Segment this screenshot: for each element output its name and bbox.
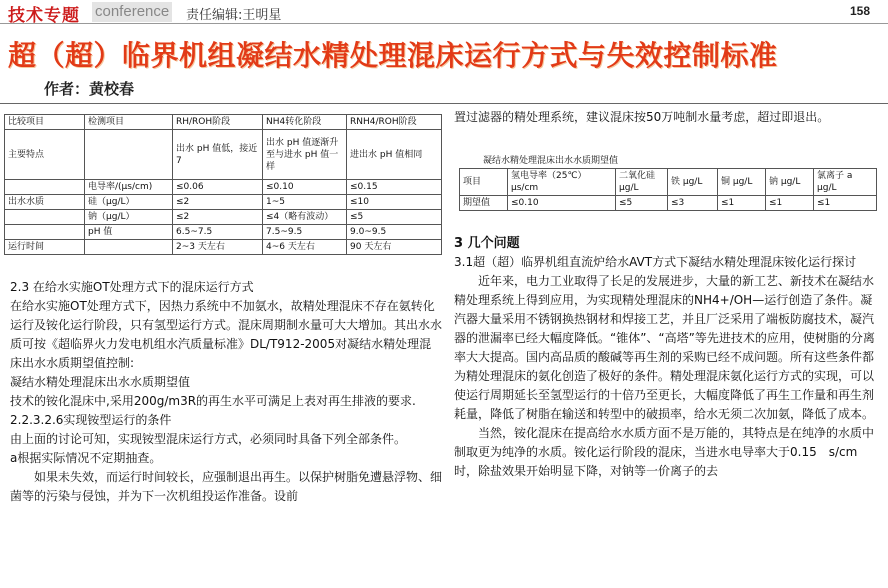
table-cell: ≤10 bbox=[347, 195, 442, 210]
quality-table bbox=[459, 168, 877, 211]
table-row bbox=[5, 240, 442, 255]
table-cell: ≤4（略有波动） bbox=[263, 210, 347, 225]
table-cell: ≤0.06 bbox=[173, 180, 263, 195]
table-cell: 进出水 pH 值相同 bbox=[347, 130, 442, 180]
page-header bbox=[0, 0, 888, 24]
comparison-table bbox=[4, 114, 442, 255]
table-cell: ≤0.10 bbox=[263, 180, 347, 195]
table-header-row bbox=[460, 169, 877, 196]
paragraph: 技术的铵化混床中,采用200g/m3R的再生水平可满足上表对再生排液的要求. bbox=[10, 394, 416, 408]
paragraph: 当然，铵化混床在提高给水水质方面不是万能的，其特点是在纯净的水质中制取更为纯净的水质。铵化运行阶段的混床，当进水电导率大于0.15 s/cm时，除盐效果开始明显下降，对钠等一价离子的去 bbox=[454, 426, 875, 478]
table-row bbox=[5, 225, 442, 240]
table-header-cell: 铜 μg/L bbox=[718, 169, 766, 196]
table-cell bbox=[85, 240, 173, 255]
table-cell: ≤1 bbox=[718, 196, 766, 211]
paragraph: 由上面的讨论可知，实现铵型混床运行方式，必须同时具备下列全部条件。 bbox=[10, 432, 407, 446]
table-cell bbox=[5, 210, 85, 225]
editor-credit: 责任编辑:王明星 bbox=[186, 8, 282, 23]
table-cell: ≤0.10 bbox=[508, 196, 616, 211]
table2-caption: 凝结水精处理混床出水水质期望值 bbox=[483, 156, 619, 166]
table-cell: 运行时间 bbox=[5, 240, 85, 255]
paragraph: 如果未失效，而运行时间较长，应强制退出再生。以保护树脂免遭悬浮物、细菌等的污染与侵蚀，并为下一次机组投运作准备。设前 bbox=[10, 470, 443, 503]
page-number: 158 bbox=[849, 4, 870, 18]
subsection-heading: 3.1超（超）临界机组直流炉给水AVT方式下凝结水精处理混床铵化运行探讨 bbox=[454, 255, 857, 269]
table-cell: 出水 pH 值低，接近7 bbox=[173, 130, 263, 180]
table-cell bbox=[5, 225, 85, 240]
table-cell: ≤1 bbox=[766, 196, 814, 211]
table-row bbox=[460, 196, 877, 211]
table-header-cell: 铁 μg/L bbox=[668, 169, 718, 196]
table-row bbox=[5, 180, 442, 195]
table-header-cell: 钠 μg/L bbox=[766, 169, 814, 196]
subsection-heading: 2.2.3.2.6实现铵型运行的条件 bbox=[10, 413, 172, 427]
table-cell: 9.0~9.5 bbox=[347, 225, 442, 240]
table-header-cell: 项目 bbox=[460, 169, 508, 196]
paragraph: 近年来，电力工业取得了长足的发展进步，大量的新工艺、新技术在凝结水精处理系统上得到应用，为实现精处理混床的NH4+/OH—运行创造了条件。凝汽器大量采用不锈钢换热钢材和焊接工艺，并且厂泛采用了端板防腐技术，凝汽器的泄漏率已经大幅度降低。“锥体”、“高塔”等先进技术的应用，使树脂的分离率大大提高。国内高品质的酸碱等再生剂的采购已经不成问题。所有这些条件都为精处理混床的氨化创造了极好的条件。精处理混床氨化运行方式的实现，可以使运行周期延长至氢型运行的十倍乃至更长，大幅度降低了再生工作量和再生剂耗量，降低了树脂在输送和转型中的破损率，给水无须二次加氨，降低了成本。 bbox=[454, 274, 875, 421]
table-cell: 主要特点 bbox=[5, 130, 85, 180]
table-header-cell: RNH4/ROH阶段 bbox=[347, 115, 442, 130]
left-column-text bbox=[10, 278, 442, 506]
article-title: 超（超）临界机组凝结水精处理混床运行方式与失效控制标准 bbox=[8, 39, 778, 72]
table-cell: ≤5 bbox=[616, 196, 668, 211]
paragraph: a根据实际情况不定期抽查。 bbox=[10, 451, 162, 465]
table-row bbox=[5, 210, 442, 225]
table-cell: ≤1 bbox=[814, 196, 877, 211]
table-cell bbox=[85, 130, 173, 180]
article-author: 作者：黄校春 bbox=[44, 80, 135, 98]
header-divider bbox=[0, 103, 888, 104]
right-top-text: 置过滤器的精处理系统，建议混床按50万吨制水量考虑，超过即退出。 bbox=[454, 110, 830, 124]
table-cell: 期望值 bbox=[460, 196, 508, 211]
table-cell: ≤2 bbox=[173, 210, 263, 225]
table-cell: ≤3 bbox=[668, 196, 718, 211]
table-cell: ≤5 bbox=[347, 210, 442, 225]
table-cell: 6.5~7.5 bbox=[173, 225, 263, 240]
table-header-cell: NH4转化阶段 bbox=[263, 115, 347, 130]
table-cell: 硅（μg/L） bbox=[85, 195, 173, 210]
subsection-heading: 2.3 在给水实施OT处理方式下的混床运行方式 bbox=[10, 280, 254, 294]
table-header-cell: RH/ROH阶段 bbox=[173, 115, 263, 130]
table-cell: ≤2 bbox=[173, 195, 263, 210]
table-header-cell: 二氧化硅 μg/L bbox=[616, 169, 668, 196]
paragraph: 在给水实施OT处理方式下，因热力系统中不加氨水，故精处理混床不存在氨转化运行及铵化运行阶段，只有氢型运行方式。混床周期制水量可大大增加。其出水水质可按《超临界火力发电机组水汽质量标准》DL/T912-2005对凝结水精处理混床出水水质期望值控制: bbox=[10, 299, 443, 370]
table-header-cell: 比较项目 bbox=[5, 115, 85, 130]
table-cell: 电导率/(μs/cm) bbox=[85, 180, 173, 195]
right-column-text bbox=[454, 234, 880, 481]
conference-label: conference bbox=[92, 2, 172, 22]
section-heading: 3 几个问题 bbox=[454, 236, 520, 251]
table-header-cell: 氯离子 a μg/L bbox=[814, 169, 877, 196]
table-cell: pH 值 bbox=[85, 225, 173, 240]
table-cell: 出水水质 bbox=[5, 195, 85, 210]
table-row bbox=[5, 130, 442, 180]
table-cell: 90 天左右 bbox=[347, 240, 442, 255]
table-cell: 钠（μg/L） bbox=[85, 210, 173, 225]
table-cell bbox=[5, 180, 85, 195]
paragraph: 凝结水精处理混床出水水质期望值 bbox=[10, 375, 191, 389]
table-header-row bbox=[5, 115, 442, 130]
table-header-cell: 检测项目 bbox=[85, 115, 173, 130]
table-cell: ≤0.15 bbox=[347, 180, 442, 195]
table-cell: 2~3 天左右 bbox=[173, 240, 263, 255]
table-row bbox=[5, 195, 442, 210]
table-cell: 1~5 bbox=[263, 195, 347, 210]
table-cell: 出水 pH 值逐渐升至与进水 pH 值一样 bbox=[263, 130, 347, 180]
table-cell: 4~6 天左右 bbox=[263, 240, 347, 255]
table-cell: 7.5~9.5 bbox=[263, 225, 347, 240]
table-header-cell: 氢电导率（25℃）μs/cm bbox=[508, 169, 616, 196]
section-tag: 技术专题 bbox=[8, 6, 80, 26]
